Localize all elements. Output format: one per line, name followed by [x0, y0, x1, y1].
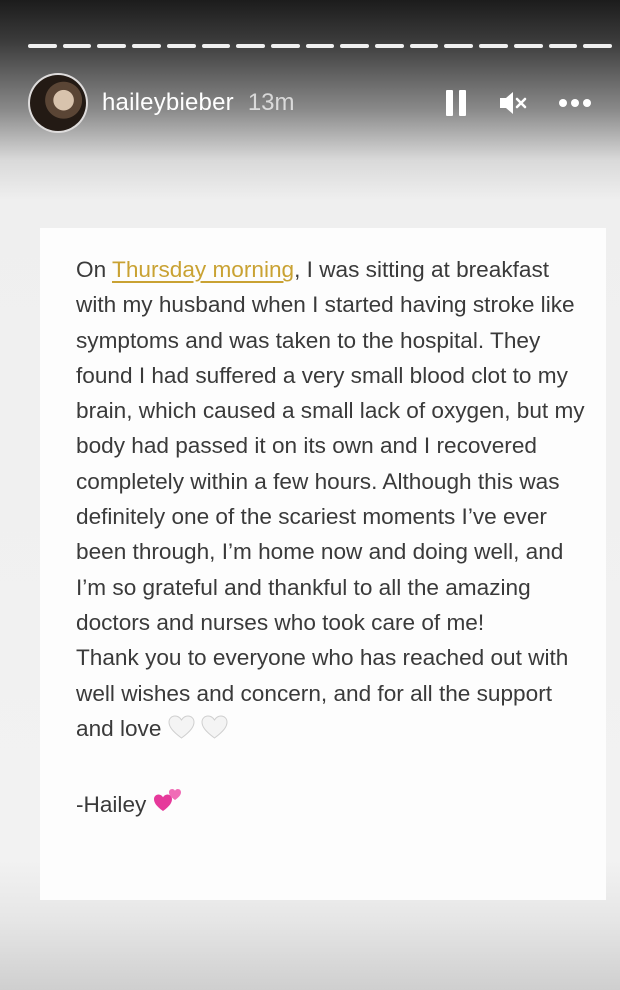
story-progress-bar	[28, 44, 612, 48]
progress-segment	[236, 44, 265, 48]
story-header	[28, 72, 602, 134]
progress-segment	[306, 44, 335, 48]
username[interactable]: haileybieber	[102, 89, 234, 116]
progress-segment	[514, 44, 543, 48]
progress-segment	[583, 44, 612, 48]
progress-segment	[549, 44, 578, 48]
signature	[76, 785, 586, 825]
progress-segment	[444, 44, 473, 48]
story-controls	[446, 90, 602, 116]
story-text-card	[40, 228, 606, 900]
pause-icon[interactable]	[446, 90, 468, 116]
progress-segment	[375, 44, 404, 48]
signature-text: -Hailey	[76, 792, 147, 818]
post-time: 13m	[247, 89, 295, 116]
muted-speaker-icon[interactable]	[498, 90, 528, 116]
progress-segment	[132, 44, 161, 48]
white-heart-emoji	[201, 714, 228, 749]
progress-segment	[410, 44, 439, 48]
statement-text: , I was sitting at breakfast with my husband when I started having stroke like symptoms and was taken to the hospital. They found I had suffered a very small blood clot to my brain, which caused a small lack of oxygen, but my body had passed it on its own and I recovered completely within a few hours. Although this was definitely one of the scariest moments I’ve ever been through, I’m home now and doing well, and I’m so grateful and thankful to all the amazing doctors and nurses who took care of me!	[76, 257, 585, 635]
white-heart-emoji	[168, 714, 195, 749]
more-dots-icon[interactable]	[558, 98, 592, 108]
progress-segment	[202, 44, 231, 48]
avatar[interactable]	[28, 73, 88, 133]
progress-segment	[271, 44, 300, 48]
highlighted-date: Thursday morning	[112, 257, 295, 282]
progress-segment	[340, 44, 369, 48]
progress-segment	[167, 44, 196, 48]
thanks-paragraph	[76, 640, 586, 749]
two-hearts-emoji	[153, 785, 183, 825]
thanks-text: Thank you to everyone who has reached out with well wishes and concern, and for all the support and love	[76, 645, 569, 741]
progress-segment	[97, 44, 126, 48]
progress-segment	[63, 44, 92, 48]
statement-paragraph	[76, 252, 586, 640]
progress-segment	[479, 44, 508, 48]
progress-segment	[28, 44, 57, 48]
intro-text: On	[76, 257, 113, 282]
